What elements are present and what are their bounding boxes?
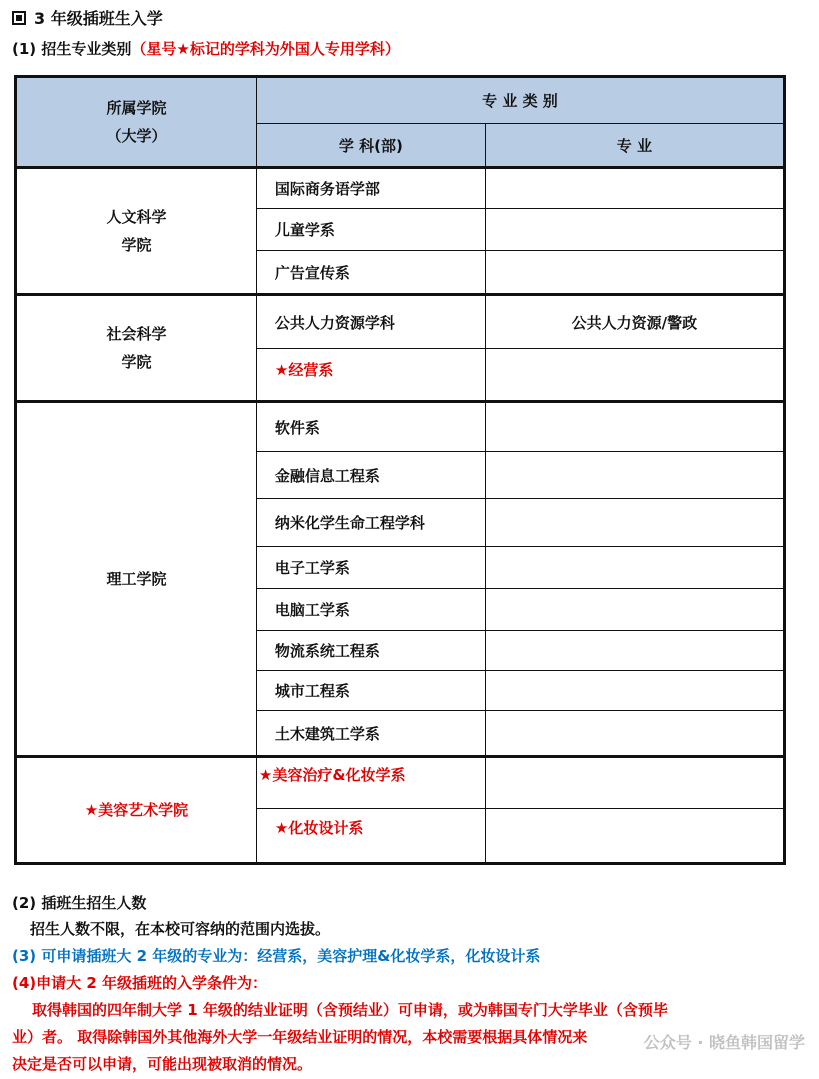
- department-cell: 城市工程系: [256, 671, 485, 711]
- header-major: 专 业: [485, 124, 784, 168]
- department-cell: 纳米化学生命工程学科: [256, 499, 485, 547]
- department-cell: 公共人力资源学科: [256, 295, 485, 349]
- department-cell: 土木建筑工学系: [256, 711, 485, 757]
- college-cell: [16, 402, 257, 757]
- subsection3-text: (3) 可申请插班大 2 年级的专业为：经营系，美容护理&化妆学系，化妆设计系: [12, 947, 541, 965]
- header-college-sub: （大学）: [106, 127, 167, 145]
- major-cell: [485, 671, 784, 711]
- college-cell: [16, 295, 257, 402]
- major-cell: 公共人力资源/警政: [485, 295, 784, 349]
- subsection2-label: (2) 插班生招生人数: [12, 894, 147, 912]
- subsection1-heading: [12, 38, 400, 59]
- major-cell: [485, 349, 784, 402]
- college-cell: [16, 168, 257, 295]
- subsection4-line2: 业）者。 取得除韩国外其他海外大学一年级结业证明的情况，本校需要根据具体情况来: [12, 1028, 588, 1046]
- table-row: [16, 402, 785, 452]
- major-cell: [485, 209, 784, 251]
- table-row: [16, 295, 785, 349]
- department-cell: 软件系: [256, 402, 485, 452]
- college-name: 理工学院: [106, 570, 167, 588]
- subsection2-text: 招生人数不限，在本校可容纳的范围内选拔。: [30, 920, 331, 938]
- major-cell: [485, 452, 784, 499]
- department-cell: ★美容治疗&化妆学系: [256, 757, 485, 809]
- subsection4-label: (4)申请大 2 年级插班的入学条件为：: [12, 974, 268, 992]
- college-name-line2: 学院: [121, 236, 152, 254]
- department-cell: 儿童学系: [256, 209, 485, 251]
- header-department: 学 科(部): [256, 124, 485, 168]
- subsection4-line3: 决定是否可以申请，可能出现被取消的情况。: [12, 1055, 313, 1073]
- major-cell: [485, 402, 784, 452]
- department-cell: 电子工学系: [256, 547, 485, 589]
- header-college: [16, 77, 257, 168]
- watermark: 公众号 · 晓鱼韩国留学: [643, 1033, 805, 1052]
- subsection1-note: （星号★标记的学科为外国人专用学科）: [131, 40, 400, 58]
- department-cell: 电脑工学系: [256, 589, 485, 631]
- major-cell: [485, 711, 784, 757]
- major-cell: [485, 251, 784, 295]
- college-name-line2: 学院: [121, 353, 152, 371]
- header-college-text: 所属学院: [106, 99, 167, 117]
- section-title-text: 3 年级插班生入学: [34, 9, 163, 28]
- square-bullet-icon: [12, 11, 26, 25]
- college-cell: [16, 757, 257, 864]
- major-cell: [485, 757, 784, 809]
- major-cell: [485, 589, 784, 631]
- major-cell: [485, 499, 784, 547]
- department-cell: 物流系统工程系: [256, 631, 485, 671]
- table-row: [16, 757, 785, 809]
- department-cell: 广告宣传系: [256, 251, 485, 295]
- major-cell: [485, 809, 784, 864]
- majors-table: [14, 75, 786, 865]
- section-title: [12, 6, 163, 29]
- subsection4-line1: 取得韩国的四年制大学 1 年级的结业证明（含预结业）可申请，或为韩国专门大学毕业（含预毕: [32, 1001, 668, 1019]
- department-cell: ★化妆设计系: [256, 809, 485, 864]
- subsection1-label: (1) 招生专业类别: [12, 40, 132, 58]
- department-cell: 金融信息工程系: [256, 452, 485, 499]
- table-row: [16, 168, 785, 209]
- major-cell: [485, 631, 784, 671]
- college-name: 人文科学: [106, 208, 167, 226]
- college-name: 社会科学: [106, 325, 167, 343]
- department-cell: 国际商务语学部: [256, 168, 485, 209]
- major-cell: [485, 168, 784, 209]
- header-major-category: 专 业 类 别: [256, 77, 784, 124]
- college-name: ★美容艺术学院: [84, 801, 189, 819]
- major-cell: [485, 547, 784, 589]
- department-cell: ★经营系: [256, 349, 485, 402]
